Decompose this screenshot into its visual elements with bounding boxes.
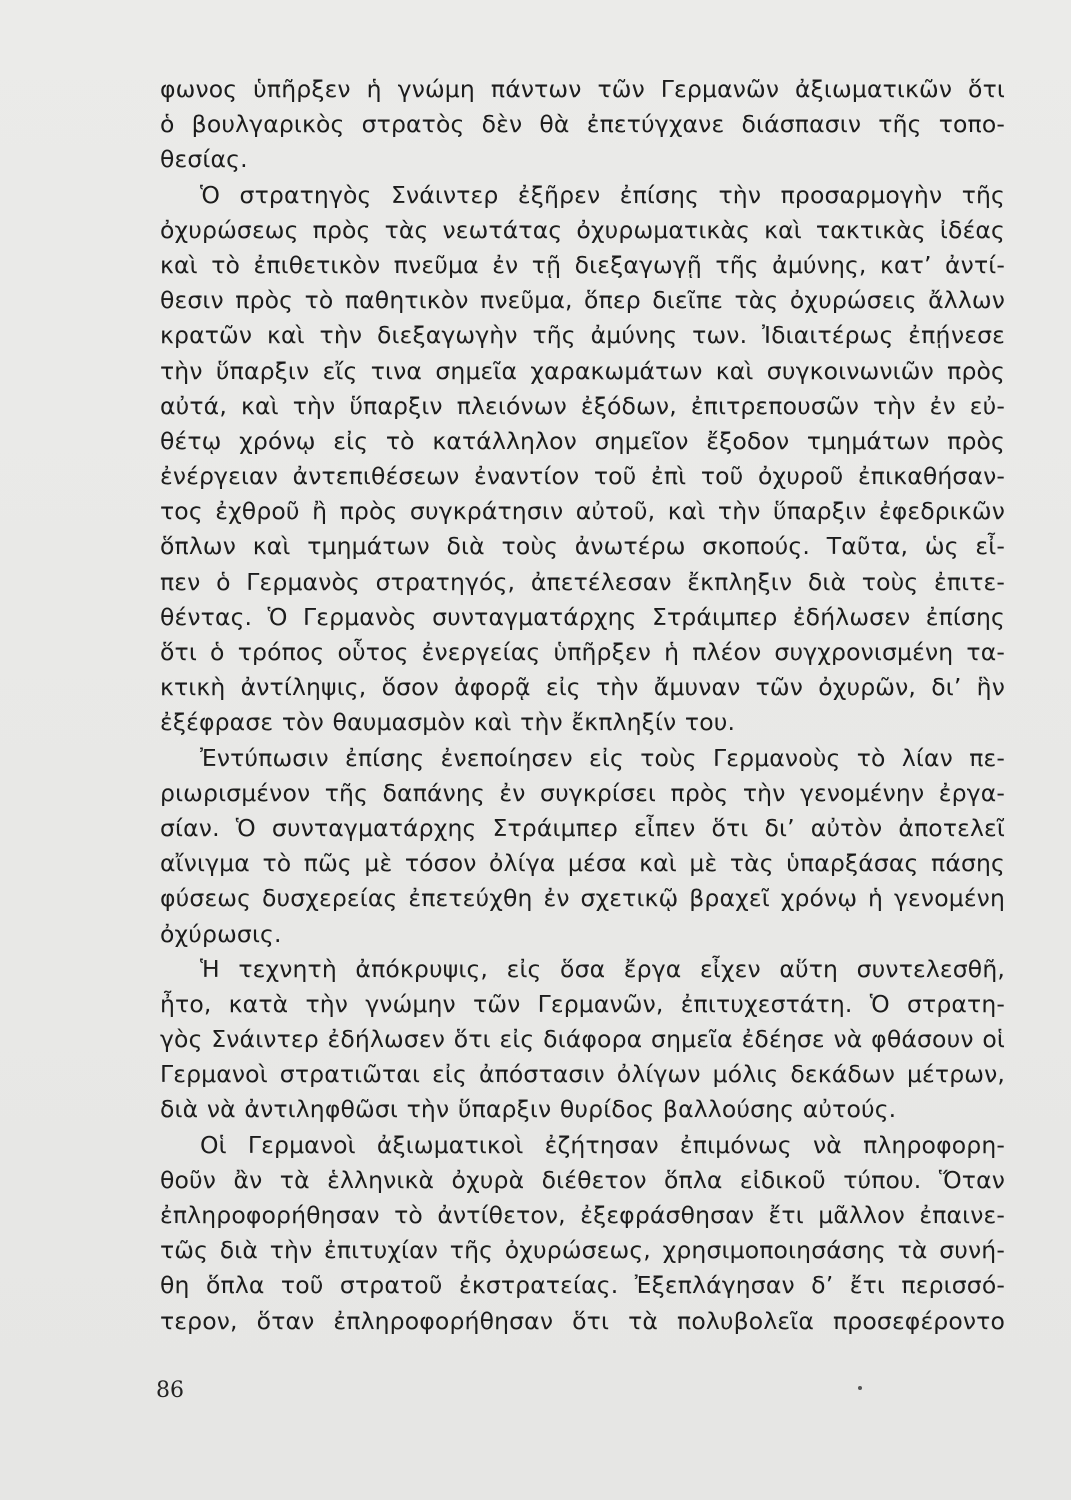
text-line: Γερμανοὶ στρατιῶται εἰς ἀπόστασιν ὀλίγων μόλις δεκάδων μέτρων,	[160, 1060, 1005, 1089]
text-line: τος ἐχθροῦ ἢ πρὸς συγκράτησιν αὐτοῦ, καὶ τὴν ὕπαρξιν ἐφεδρικῶν	[160, 497, 1005, 526]
text-line: ὀχύρωσις.	[160, 919, 282, 948]
text-line: κρατῶν καὶ τὴν διεξαγωγὴν τῆς ἀμύνης των. Ἰδιαιτέρως ἐπῄνεσε	[160, 321, 1005, 350]
text-line: θη ὅπλα τοῦ στρατοῦ ἐκστρατείας. Ἐξεπλάγησαν δ’ ἔτι περισσό-	[160, 1271, 1005, 1300]
text-line: τερον, ὅταν ἐπληροφορήθησαν ὅτι τὰ πολυβολεῖα προσεφέροντο	[160, 1306, 1005, 1335]
text-line: ὅπλων καὶ τμημάτων διὰ τοὺς ἀνωτέρω σκοπούς. Ταῦτα, ὡς εἶ-	[160, 532, 1005, 561]
text-line: ἐξέφρασε τὸν θαυμασμὸν καὶ τὴν ἔκπληξίν του.	[160, 708, 736, 737]
text-line: θοῦν ἂν τὰ ἑλληνικὰ ὀχυρὰ διέθετον ὅπλα εἰδικοῦ τύπου. Ὅταν	[160, 1165, 1005, 1194]
text-line: ἦτο, κατὰ τὴν γνώμην τῶν Γερμανῶν, ἐπιτυχεστάτη. Ὁ στρατη-	[160, 989, 1005, 1018]
text-line: φύσεως δυσχερείας ἐπετεύχθη ἐν σχετικῷ βραχεῖ χρόνῳ ἡ γενομένη	[160, 884, 1005, 913]
text-line: τὴν ὕπαρξιν εἴς τινα σημεῖα χαρακωμάτων καὶ συγκοινωνιῶν πρὸς	[160, 356, 1005, 385]
text-line: Ἡ τεχνητὴ ἀπόκρυψις, εἰς ὅσα ἔργα εἶχεν αὕτη συντελεσθῆ,	[200, 954, 1005, 983]
text-line: αὐτά, καὶ τὴν ὕπαρξιν πλειόνων ἐξόδων, ἐπιτρεπουσῶν τὴν ἐν εὐ-	[160, 391, 1005, 420]
paragraph	[160, 1128, 1005, 1339]
text-line: καὶ τὸ ἐπιθετικὸν πνεῦμα ἐν τῇ διεξαγωγῇ τῆς ἀμύνης, κατ’ ἀντί-	[160, 250, 1005, 279]
body-text	[160, 72, 1005, 1339]
text-line: ὁ βουλγαρικὸς στρατὸς δὲν θὰ ἐπετύγχανε διάσπασιν τῆς τοπο-	[160, 110, 1005, 139]
text-line: θεσίας.	[160, 145, 248, 174]
text-line: Ἐντύπωσιν ἐπίσης ἐνεποίησεν εἰς τοὺς Γερμανοὺς τὸ λίαν πε-	[200, 743, 1005, 772]
text-line: αἴνιγμα τὸ πῶς μὲ τόσον ὀλίγα μέσα καὶ μὲ τὰς ὑπαρξάσας πάσης	[160, 849, 1005, 878]
text-line: θέντας. Ὁ Γερμανὸς συνταγματάρχης Στράιμπερ ἐδήλωσεν ἐπίσης	[160, 602, 1005, 631]
text-line: πεν ὁ Γερμανὸς στρατηγός, ἀπετέλεσαν ἔκπληξιν διὰ τοὺς ἐπιτε-	[160, 567, 1005, 596]
paragraph	[160, 952, 1005, 1128]
paper-speck	[858, 1386, 862, 1390]
text-line: κτικὴ ἀντίληψις, ὅσον ἀφορᾷ εἰς τὴν ἄμυναν τῶν ὀχυρῶν, δι’ ἣν	[160, 673, 1005, 702]
text-line: διὰ νὰ ἀντιληφθῶσι τὴν ὕπαρξιν θυρίδος βαλλούσης αὐτούς.	[160, 1095, 897, 1124]
text-line: ἐπληροφορήθησαν τὸ ἀντίθετον, ἐξεφράσθησαν ἔτι μᾶλλον ἐπαινε-	[160, 1201, 1005, 1229]
text-line: φωνος ὑπῆρξεν ἡ γνώμη πάντων τῶν Γερμανῶν ἀξιωματικῶν ὅτι	[160, 75, 1005, 103]
text-line: ἐνέργειαν ἀντεπιθέσεων ἐναντίον τοῦ ἐπὶ τοῦ ὀχυροῦ ἐπικαθήσαν-	[160, 462, 1005, 491]
text-line: σίαν. Ὁ συνταγματάρχης Στράιμπερ εἶπεν ὅτι δι’ αὐτὸν ἀποτελεῖ	[160, 813, 1005, 842]
text-line: θεσιν πρὸς τὸ παθητικὸν πνεῦμα, ὅπερ διεῖπε τὰς ὀχυρώσεις ἄλλων	[160, 286, 1005, 315]
text-line: θέτῳ χρόνῳ εἰς τὸ κατάλληλον σημεῖον ἔξοδον τμημάτων πρὸς	[160, 426, 1005, 455]
paragraph	[160, 178, 1005, 741]
text-line: ριωρισμένον τῆς δαπάνης ἐν συγκρίσει πρὸς τὴν γενομένην ἐργα-	[160, 778, 1005, 807]
text-line: Ὁ στρατηγὸς Σνάιντερ ἐξῆρεν ἐπίσης τὴν προσαρμογὴν τῆς	[200, 180, 1005, 209]
text-line: Οἱ Γερμανοὶ ἀξιωματικοὶ ἐζήτησαν ἐπιμόνως νὰ πληροφορη-	[200, 1130, 1005, 1159]
text-line: ὀχυρώσεως πρὸς τὰς νεωτάτας ὀχυρωματικὰς καὶ τακτικὰς ἰδέας	[160, 215, 1005, 244]
text-line: τῶς διὰ τὴν ἐπιτυχίαν τῆς ὀχυρώσεως, χρησιμοποιησάσης τὰ συνή-	[160, 1236, 1005, 1265]
text-line: γὸς Σνάιντερ ἐδήλωσεν ὅτι εἰς διάφορα σημεῖα ἐδέησε νὰ φθάσουν οἱ	[160, 1025, 1005, 1054]
page-number: 86	[156, 1378, 184, 1403]
paragraph	[160, 72, 1005, 178]
text-line: ὅτι ὁ τρόπος οὗτος ἐνεργείας ὑπῆρξεν ἡ πλέον συγχρονισμένη τα-	[160, 638, 1005, 666]
paragraph	[160, 741, 1005, 952]
